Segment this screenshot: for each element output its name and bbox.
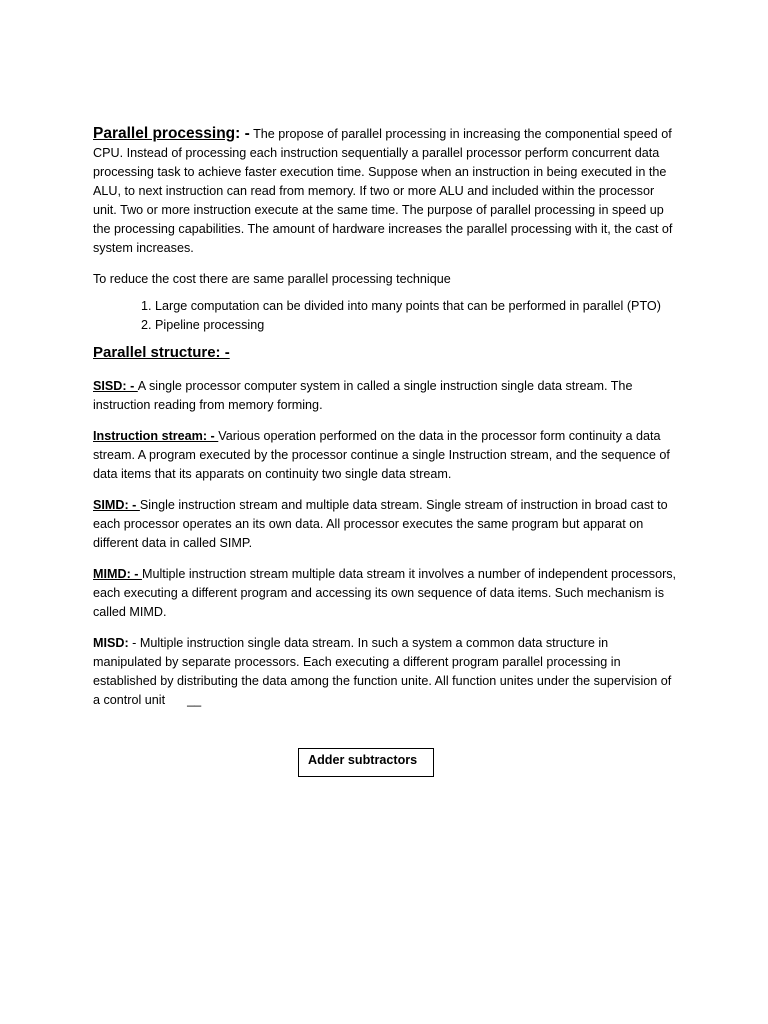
technique-item: 1. Large computation can be divided into many points that can be performed in parallel (PTO): [155, 297, 677, 316]
simd-paragraph: [93, 496, 677, 553]
mimd-term: MIMD: -: [93, 567, 142, 581]
misd-paragraph: [93, 634, 677, 710]
intro-paragraph: [93, 124, 677, 258]
adder-subtractors-box: Adder subtractors: [298, 748, 434, 777]
intro-text: The propose of parallel processing in increasing the componential speed of CPU. Instead of processing each instruction sequentially a parallel processor perform concurrent data processing task to achieve faster execution time. Suppose when an instruction in being executed in the ALU, to next instruction can read from memory. If two or more ALU and included within the processor unit. Two or more instruction execute at the same time. The purpose of parallel processing in speed up the processing capabilities. The amount of hardware increases the parallel processing with it, the cast of system increases.: [93, 127, 673, 255]
sisd-paragraph: [93, 377, 677, 415]
instruction-stream-text: Various operation performed on the data in the processor form continuity a data stream. A program executed by the processor continue a single Instruction stream, and the sequence of data items that its apparats on continuity two single data stream.: [93, 429, 670, 481]
technique-list: [93, 297, 677, 335]
parallel-structure-heading: Parallel structure: -: [93, 344, 230, 361]
sisd-term: SISD: -: [93, 379, 138, 393]
instruction-stream-paragraph: [93, 427, 677, 484]
misd-term: MISD:: [93, 636, 129, 650]
technique-item: 2. Pipeline processing: [155, 316, 677, 335]
sisd-text: A single processor computer system in called a single instruction single data stream. The instruction reading from memory forming.: [93, 379, 633, 412]
simd-text: Single instruction stream and multiple data stream. Single stream of instruction in broad cast to each processor operates an its own data. All processor executes the same program but apparat on different data in called SIMP.: [93, 498, 668, 550]
document-body: [93, 124, 677, 722]
mimd-paragraph: [93, 565, 677, 622]
simd-term: SIMD: -: [93, 498, 140, 512]
misd-text: - Multiple instruction single data stream. In such a system a common data structure in manipulated by separate processors. Each executing a different program parallel processing in established by distributing the data among the function unite. All function unites under the supervision of a control unit: [93, 636, 672, 707]
instruction-stream-term: Instruction stream: -: [93, 429, 219, 443]
heading-dash: : -: [235, 125, 250, 142]
misd-trailing-line: __: [187, 693, 202, 707]
mimd-text: Multiple instruction stream multiple data stream it involves a number of independent processors, each executing a different program and accessing its own sequence of data items. Such mechanism is called MIMD.: [93, 567, 677, 619]
technique-intro: To reduce the cost there are same parallel processing technique: [93, 272, 451, 286]
parallel-processing-heading: Parallel processing: [93, 125, 236, 142]
